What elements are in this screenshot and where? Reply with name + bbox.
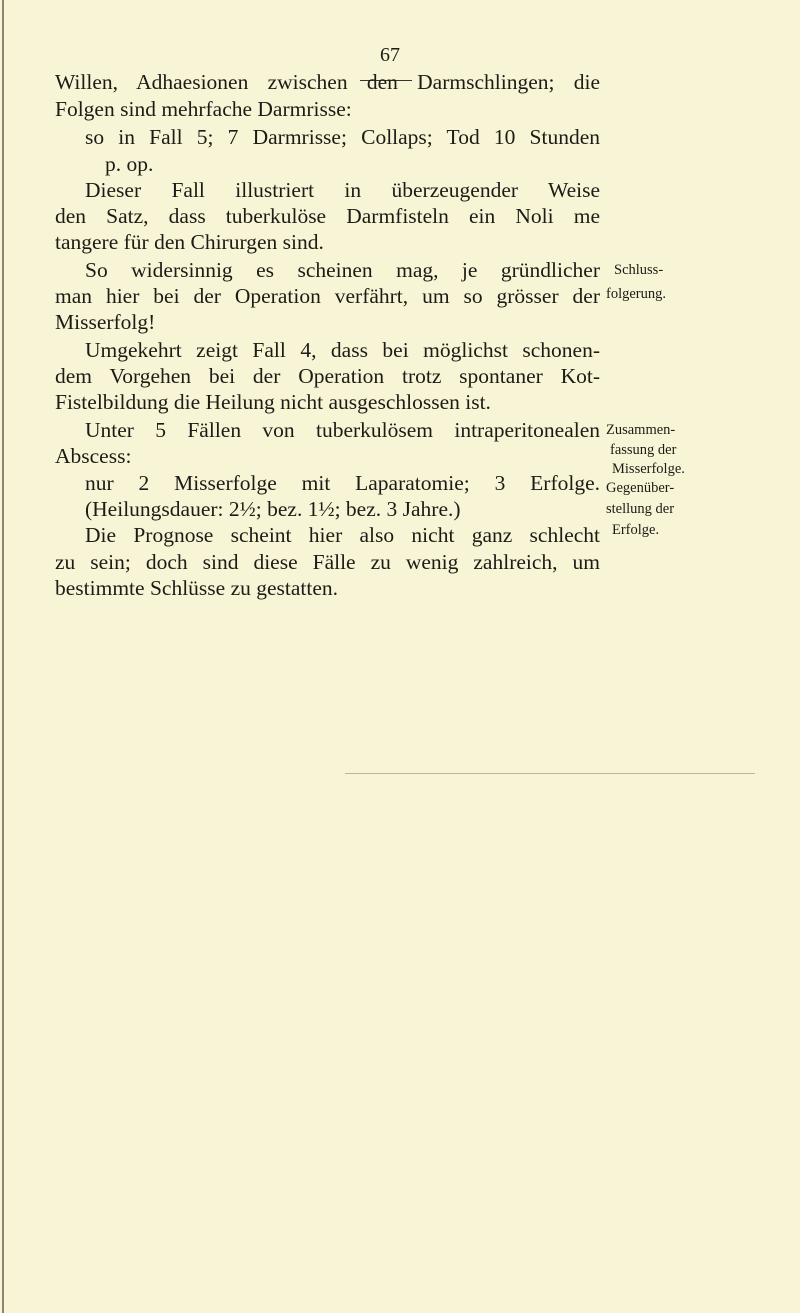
margin-note: Misserfolge. xyxy=(612,461,685,477)
margin-note: Schluss- xyxy=(614,262,664,278)
page-edge xyxy=(2,0,4,1313)
margin-note: fassung der xyxy=(610,442,677,458)
text-line: Umgekehrt zeigt Fall 4, dass bei möglichst schonen- xyxy=(85,338,600,362)
margin-note: stellung der xyxy=(606,501,675,517)
text-line: (Heilungsdauer: 2½; bez. 1½; bez. 3 Jahre.) xyxy=(85,497,461,521)
horizontal-rule xyxy=(345,773,755,774)
text-line: tangere für den Chirurgen sind. xyxy=(55,230,324,254)
margin-note: Zusammen- xyxy=(606,422,676,438)
text-line: zu sein; doch sind diese Fälle zu wenig zahlreich, um xyxy=(55,550,600,574)
text-line: Fistelbildung die Heilung nicht ausgeschlossen ist. xyxy=(55,390,491,414)
text-line: Folgen sind mehrfache Darmrisse: xyxy=(55,97,352,121)
page-number: 67 xyxy=(380,44,400,66)
margin-note: Gegenüber- xyxy=(606,480,675,496)
text-line: Willen, Adhaesionen zwischen den Darmschlingen; die xyxy=(55,70,600,94)
text-line: Dieser Fall illustriert in überzeugender Weise xyxy=(85,178,600,202)
margin-note: Erfolge. xyxy=(612,522,660,538)
text-line: p. op. xyxy=(105,152,154,176)
text-line: nur 2 Misserfolge mit Laparatomie; 3 Erfolge. xyxy=(85,471,600,495)
text-line: Die Prognose scheint hier also nicht ganz schlecht xyxy=(85,523,600,547)
text-line: dem Vorgehen bei der Operation trotz spontaner Kot- xyxy=(55,364,600,388)
text-line: Unter 5 Fällen von tuberkulösem intraperitonealen xyxy=(85,418,600,442)
text-line: bestimmte Schlüsse zu gestatten. xyxy=(55,576,339,600)
margin-note: folgerung. xyxy=(606,286,666,302)
text-line: Misserfolg! xyxy=(55,310,156,334)
text-line: So widersinnig es scheinen mag, je gründlicher xyxy=(85,258,600,282)
text-line: man hier bei der Operation verfährt, um so grösser der xyxy=(55,284,600,308)
text-line: den Satz, dass tuberkulöse Darmfisteln ein Noli me xyxy=(55,204,600,228)
text-line: Abscess: xyxy=(55,444,132,468)
text-line: so in Fall 5; 7 Darmrisse; Collaps; Tod 10 Stunden xyxy=(85,125,600,149)
